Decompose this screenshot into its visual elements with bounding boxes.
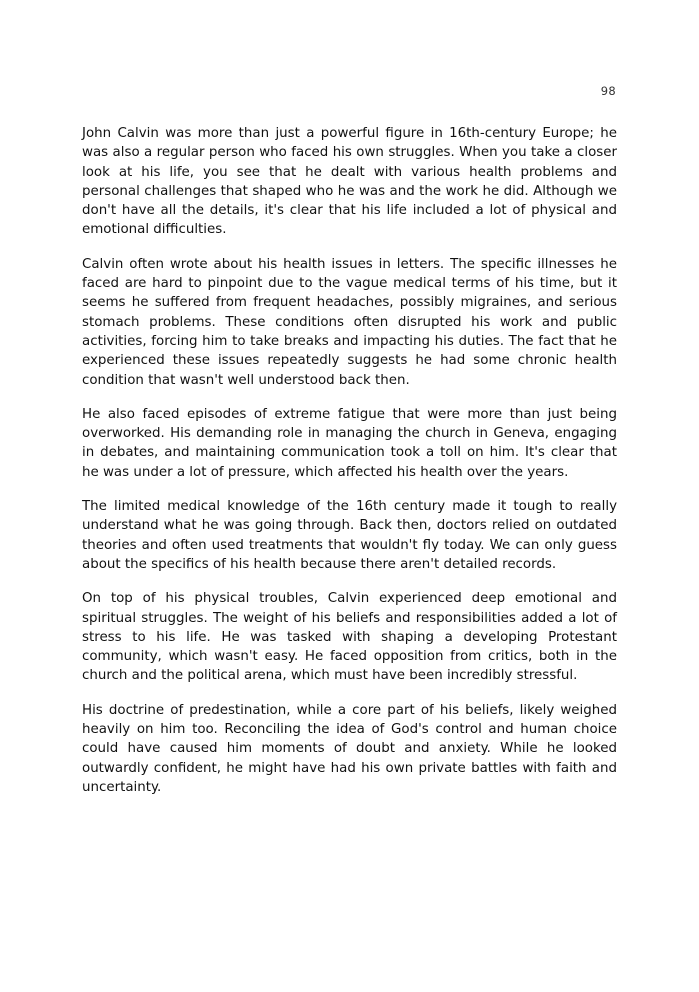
body-text xyxy=(82,124,617,812)
paragraph-3: He also faced episodes of extreme fatigue that were more than just being overworked. His demanding role in managing the church in Geneva, engaging in debates, and maintaining communication took a toll on him. It's clear that he was under a lot of pressure, which affected his health over the years. xyxy=(82,406,617,480)
paragraph-4: The limited medical knowledge of the 16th century made it tough to really understand what he was going through. Back then, doctors relied on outdated theories and often used treatments that wouldn't fly today. We can only guess about the specifics of his health because there aren't detailed records. xyxy=(82,499,617,572)
paragraph-5: On top of his physical troubles, Calvin experienced deep emotional and spiritual struggles. The weight of his beliefs and responsibilities added a lot of stress to his life. He was tasked with shaping a developing Protestant community, which wasn't easy. He faced opposition from critics, both in the church and the political arena, which must have been incredibly stressful. xyxy=(82,591,617,684)
paragraph-1: John Calvin was more than just a powerful figure in 16th-century Europe; he was also a regular person who faced his own struggles. When you take a closer look at his life, you see that he dealt with various health problems and personal challenges that shaped who he was and the work he did. Although we don't have all the details, it's clear that his life included a lot of physical and emotional difficulties. xyxy=(82,126,617,238)
paragraph-6: His doctrine of predestination, while a core part of his beliefs, likely weighed heavily on him too. Reconciling the idea of God's control and human choice could have caused him moments of doubt and anxiety. While he looked outwardly confident, he might have had his own private battles with faith and uncertainty. xyxy=(82,702,617,795)
page-number: 98 xyxy=(600,84,616,98)
paragraph-2: Calvin often wrote about his health issues in letters. The specific illnesses he faced are hard to pinpoint due to the vague medical terms of his time, but it seems he suffered from frequent headaches, possibly migraines, and serious stomach problems. These conditions often disrupted his work and public activities, forcing him to take breaks and impacting his duties. The fact that he experienced these issues repeatedly suggests he had some chronic health condition that wasn't well understood back then. xyxy=(82,256,617,388)
